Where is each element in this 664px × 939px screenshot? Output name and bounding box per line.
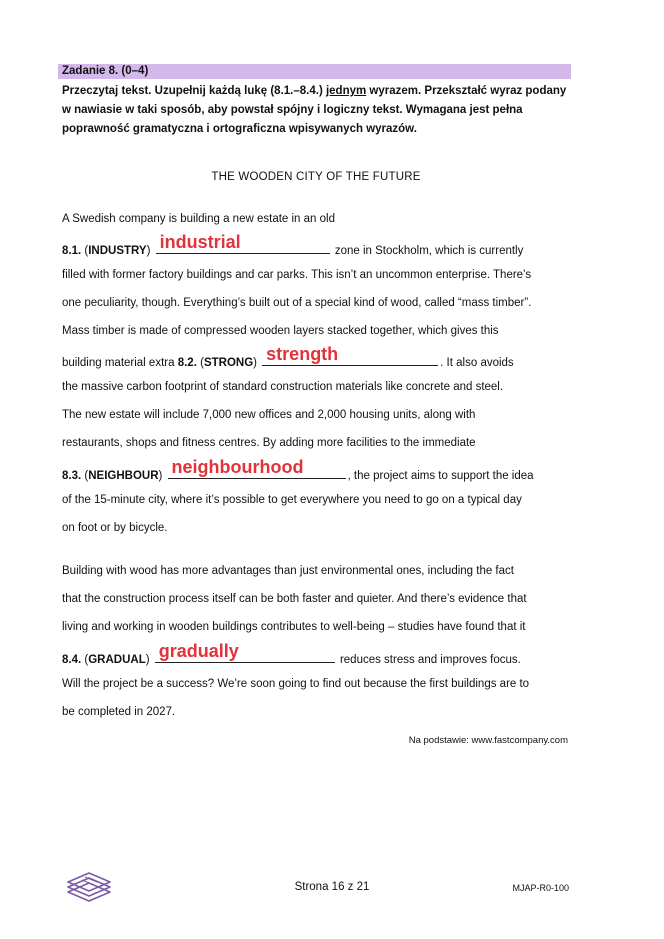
gap-keyword: STRONG bbox=[203, 357, 254, 369]
answer-gap-8-4[interactable] bbox=[155, 641, 335, 663]
instructions-part-1: Przeczytaj tekst. Uzupełnij każdą lukę (8.1.–8.4.) bbox=[62, 85, 326, 97]
source-note: Na podstawie: www.fastcompany.com bbox=[408, 735, 568, 746]
gap-line-8-4: 8.4. (GRADUAL) gradually reduces stress and improves focus. bbox=[62, 641, 521, 666]
gap-number: 8.3. bbox=[62, 470, 82, 482]
handwritten-answer: gradually bbox=[158, 641, 239, 661]
task-title: Zadanie 8. (0–4) bbox=[62, 65, 149, 77]
text-line: A Swedish company is building a new estate in an old bbox=[62, 213, 335, 225]
text-line: Will the project be a success? We’re soon going to find out because the first buildings are to bbox=[62, 678, 530, 690]
gap-line-8-3: 8.3. (NEIGHBOUR) neighbourhood , the project aims to support the idea bbox=[62, 457, 534, 482]
text-line: Mass timber is made of compressed wooden layers stacked together, which gives this bbox=[62, 325, 499, 337]
text-line: filled with former factory buildings and car parks. This isn’t an uncommon enterprise. There’s bbox=[62, 269, 532, 281]
exam-code: MJAP-R0-100 bbox=[512, 883, 569, 893]
gap-number: 8.1. bbox=[62, 245, 82, 257]
text-line: restaurants, shops and fitness centres. By adding more facilities to the immediate bbox=[62, 437, 476, 449]
handwritten-answer: industrial bbox=[159, 232, 241, 252]
gap-line-8-1: 8.1. (INDUSTRY) industrial zone in Stockholm, which is currently bbox=[62, 232, 524, 257]
gap-keyword: NEIGHBOUR bbox=[88, 470, 159, 482]
text-line: on foot or by bicycle. bbox=[62, 522, 168, 534]
handwritten-answer: strength bbox=[266, 344, 339, 364]
gap-lead-text: building material extra bbox=[62, 357, 175, 369]
instructions-part-2: wyrazem. Przekształć wyraz podany w nawiasie w taki sposób, aby powstał spójny i logiczny tekst. Wymagana jest pełna poprawność gramatyczna i ortograficzna wpisywanych wyrazów. bbox=[62, 85, 567, 135]
answer-gap-8-1[interactable] bbox=[156, 232, 330, 254]
text-line: be completed in 2027. bbox=[62, 706, 176, 718]
gap-continuation: . It also avoids bbox=[440, 357, 514, 369]
gap-keyword: INDUSTRY bbox=[88, 245, 147, 257]
instructions-underlined-word: jednym bbox=[325, 85, 367, 97]
text-line: living and working in wooden buildings contributes to well-being – studies have found that it bbox=[62, 621, 526, 633]
text-line: one peculiarity, though. Everything’s built out of a special kind of wood, called “mass timber”. bbox=[62, 297, 532, 309]
handwritten-answer: neighbourhood bbox=[171, 457, 304, 477]
page-number: Strona 16 z 21 bbox=[294, 881, 370, 893]
text-title: THE WOODEN CITY OF THE FUTURE bbox=[211, 171, 421, 183]
gap-number: 8.4. bbox=[62, 654, 82, 666]
gap-line-8-2: building material extra 8.2. (STRONG) strength . It also avoids bbox=[62, 344, 514, 369]
task-instructions bbox=[62, 82, 567, 139]
gap-continuation: , the project aims to support the idea bbox=[347, 470, 534, 482]
gap-continuation: zone in Stockholm, which is currently bbox=[334, 245, 524, 257]
text-line: The new estate will include 7,000 new offices and 2,000 housing units, along with bbox=[62, 409, 476, 421]
gap-continuation: reduces stress and improves focus. bbox=[339, 654, 521, 666]
text-line: of the 15-minute city, where it’s possible to get everywhere you need to go on a typical day bbox=[62, 494, 522, 506]
gap-number: 8.2. bbox=[177, 357, 197, 369]
text-line: that the construction process itself can be both faster and quieter. And there’s evidence that bbox=[62, 593, 527, 605]
answer-gap-8-2[interactable] bbox=[262, 344, 438, 366]
gap-keyword: GRADUAL bbox=[88, 654, 146, 666]
answer-gap-8-3[interactable] bbox=[168, 457, 346, 479]
text-line: Building with wood has more advantages than just environmental ones, including the fact bbox=[62, 565, 514, 577]
text-line: the massive carbon footprint of standard construction materials like concrete and steel. bbox=[62, 381, 504, 393]
